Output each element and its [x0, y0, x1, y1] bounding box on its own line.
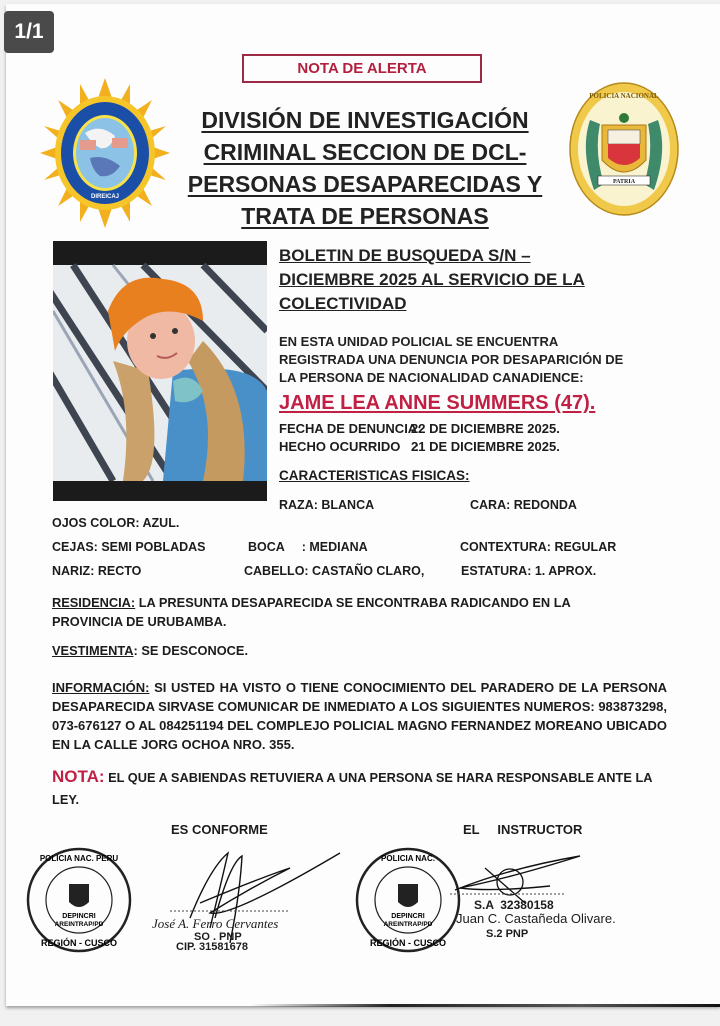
svg-text:DIREICAJ: DIREICAJ — [90, 194, 120, 200]
vestimenta-label: VESTIMENTA — [52, 643, 134, 658]
dirincri-badge-icon — [40, 78, 170, 228]
title-line: PERSONAS DESAPARECIDAS Y — [187, 171, 543, 197]
stamp-top: POLICIA NAC. PERU — [39, 854, 119, 863]
intro-line: REGISTRADA UNA DENUNCIA POR DESAPARICIÓN DE — [279, 352, 624, 367]
incident-date-row — [279, 438, 560, 456]
left-police-stamp — [25, 846, 133, 954]
report-date-row — [279, 420, 560, 438]
feature-nariz: NARIZ: RECTO — [52, 564, 142, 578]
svg-text:POLICIA NACIONAL: POLICIA NACIONAL — [589, 92, 659, 100]
alert-label: NOTA DE ALERTA — [242, 54, 482, 83]
vestimenta-text: : SE DESCONOCE. — [133, 643, 249, 658]
feature-estatura: ESTATURA: 1. APROX. — [461, 564, 597, 578]
stamp-unit: DEPINCRI — [62, 913, 96, 920]
dates-block — [279, 420, 560, 456]
bulletin-title — [279, 244, 679, 316]
date-value: 21 DE DICIEMBRE 2025. — [411, 439, 560, 454]
stamp-unit2: AREINTRAP/PD — [54, 921, 104, 928]
stamp-unit2: AREINTRAP/PD — [383, 921, 433, 928]
nota-text: EL QUE A SABIENDAS RETUVIERA A UNA PERSONA SE HARA RESPONSABLE ANTE LA LEY. — [52, 770, 653, 807]
stamp-bottom: REGIÓN - CUSCO — [40, 938, 118, 948]
stamp-bottom: REGIÓN - CUSCO — [369, 938, 447, 948]
stamp-top: POLICIA NAC. — [381, 854, 435, 863]
right-signer-rank: S.2 PNP — [486, 928, 529, 940]
informacion-text: SI USTED HA VISTO O TIENE CONOCIMIENTO DEL PARADERO DE LA PERSONA DESAPARECIDA SIRVASE COMUNICAR DE INMEDIATO A LOS SIGUIENTES NUMEROS: 983873298, 073-676127 O AL 084251194 DEL COMPLEJO POLICIAL MAGNO FERNANDEZ MOREANO UBICADO EN LA CALLE JORG OCHOA NRO. 355. — [52, 680, 667, 752]
feature-cejas: CEJAS: SEMI POBLADAS — [52, 540, 206, 554]
feature-contextura: CONTEXTURA: REGULAR — [460, 540, 617, 554]
policia-nacional-crest-icon — [568, 80, 680, 218]
title-line: DIVISIÓN DE INVESTIGACIÓN — [201, 107, 529, 133]
feature-cara: CARA: REDONDA — [470, 498, 577, 512]
left-signer-rank: SO . PNP — [194, 931, 242, 943]
bulletin-line: DICIEMBRE 2025 AL SERVICIO DE LA — [279, 270, 585, 289]
informacion-label: INFORMACIÓN: — [52, 680, 150, 695]
left-signer-name: José A. Ferro Cervantes — [152, 916, 279, 931]
features-heading: CARACTERISTICAS FISICAS: — [279, 468, 470, 483]
title-line: TRATA DE PERSONAS — [241, 203, 489, 229]
intro-text — [279, 333, 679, 387]
feature-raza: RAZA: BLANCA — [279, 498, 375, 512]
title-line: CRIMINAL SECCION DE DCL- — [203, 139, 527, 165]
left-signature-heading: ES CONFORME — [171, 822, 268, 837]
right-signature-heading: EL INSTRUCTOR — [463, 822, 583, 837]
nota-paragraph — [52, 766, 672, 811]
right-police-stamp — [354, 846, 462, 954]
nota-label: NOTA: — [52, 767, 105, 786]
stamp-unit: DEPINCRI — [391, 913, 425, 920]
missing-person-name: JAME LEA ANNE SUMMERS (47). — [279, 392, 596, 414]
bulletin-line: COLECTIVIDAD — [279, 294, 407, 313]
date-label: FECHA DE DENUNCIA: — [279, 421, 422, 436]
feature-boca: BOCA : MEDIANA — [248, 540, 368, 554]
feature-cabello: CABELLO: CASTAÑO CLARO, — [244, 564, 425, 578]
bulletin-line: BOLETIN DE BUSQUEDA S/N – — [279, 246, 531, 265]
division-title — [180, 104, 550, 232]
residencia-text: LA PRESUNTA DESAPARECIDA SE ENCONTRABA RADICANDO EN LA PROVINCIA DE URUBAMBA. — [52, 595, 571, 629]
residencia-paragraph — [52, 593, 612, 631]
page-edge-shadow — [250, 1004, 720, 1007]
page-indicator: 1/1 — [4, 11, 54, 53]
vestimenta-paragraph — [52, 641, 692, 660]
feature-ojos: OJOS COLOR: AZUL. — [52, 516, 180, 530]
right-signer-name: Juan C. Castañeda Olivare. — [456, 911, 616, 926]
intro-line: EN ESTA UNIDAD POLICIAL SE ENCUENTRA — [279, 334, 559, 349]
residencia-label: RESIDENCIA: — [52, 595, 136, 610]
left-signer-cip: CIP. 31581678 — [176, 941, 248, 953]
right-signer-cip: S.A 32380158 — [474, 898, 554, 912]
informacion-paragraph — [52, 678, 667, 754]
date-label: HECHO OCURRIDO : — [279, 439, 420, 454]
svg-text:PATRIA: PATRIA — [612, 179, 636, 185]
date-value: 22 DE DICIEMBRE 2025. — [411, 421, 560, 436]
missing-person-photo — [53, 241, 267, 501]
intro-line: LA PERSONA DE NACIONALIDAD CANADIENCE: — [279, 370, 584, 385]
